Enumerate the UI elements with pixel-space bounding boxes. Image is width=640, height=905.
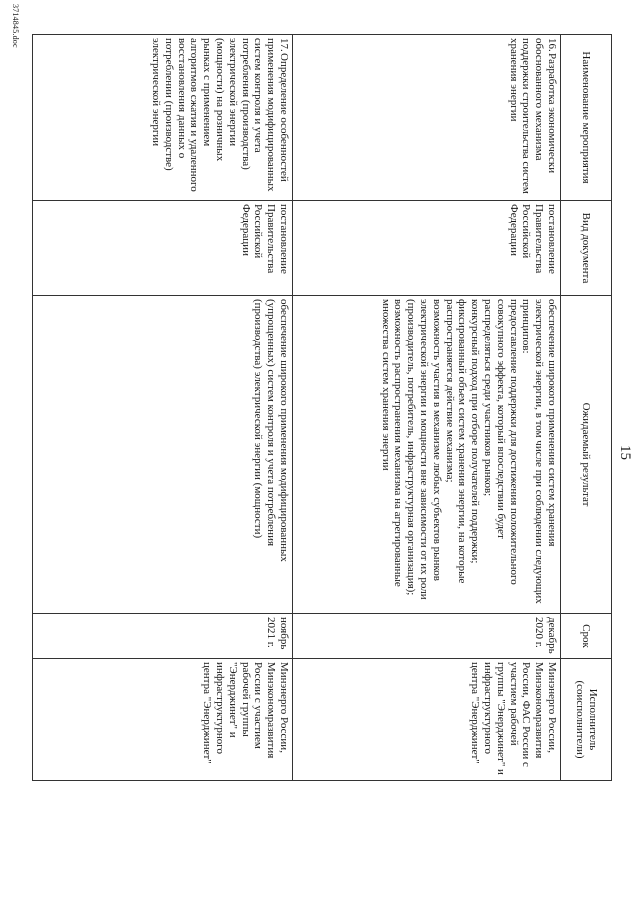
header-expected-result: Ожидаемый результат [561, 296, 612, 614]
measures-table [32, 34, 612, 781]
result-line: предоставление поддержки для достижения положительного совокупного эффекта, который впоследствии будет распределяться среди участников рынков; [482, 299, 520, 585]
row-term: декабрь 2020 г. [293, 614, 561, 659]
row-name: Определение особенностей применения модифицированных систем контроля и учета потребления (производства) электрической энергии (мощности) на розничных рынках с применением алгоритмов сжатия и удаленного восстановления данных о потреблении (производстве) электрической энергии [150, 38, 290, 192]
table-header-row [561, 35, 612, 781]
result-line: возможность участия в механизме любых субъектов рынков электрической энергии и мощности вне зависимости от их роли (производитель, потребитель, инфраструктурная организация); [405, 299, 443, 600]
row-doc-type: постановление Правительства Российской Федерации [33, 201, 293, 296]
row-expected-result [293, 296, 561, 614]
row-name-cell [293, 35, 561, 201]
row-name-cell [33, 35, 293, 201]
result-line: обеспечение широкого применения систем хранения электрической энергии, в том числе при соблюдении следующих принципов: [520, 299, 558, 604]
row-doc-type: постановление Правительства Российской Федерации [293, 201, 561, 296]
row-executor: Минэнерго России, Минэкономразвития России с участием рабочей группы "Энерджинет" и инфраструктурного центра "Энерджинет" [33, 659, 293, 781]
row-number: 17. [278, 38, 290, 52]
result-line: возможность распространения механизма на агрегированные множества систем хранения энергии [379, 299, 405, 587]
row-term: ноябрь 2021 г. [33, 614, 293, 659]
result-line: конкурсный подход при отборе получателей поддержки; [469, 299, 482, 564]
table-row [33, 35, 293, 781]
page-number: 15 [617, 445, 633, 460]
footer-doc-code: 3714845.doc [11, 4, 20, 48]
row-name: Разработка экономически обоснованного механизма поддержки строительства систем хранения энергии [507, 38, 558, 194]
result-line: обеспечение широкого применения модифицированных (упрощенных) систем контроля и учета потребления (производства) электрической энергии (мощности) [252, 299, 290, 562]
result-line: фиксированный объем систем хранения энергии, на которые распространяется действие механизма; [443, 299, 469, 584]
header-name: Наименование мероприятия [561, 35, 612, 201]
table-row [293, 35, 561, 781]
row-expected-result [33, 296, 293, 614]
row-executor: Минэнерго России, Минэкономразвития России, ФАС России с участием рабочей группы "Энерджинет" и инфраструктурного центра "Энерджинет" [293, 659, 561, 781]
header-executor: Исполнитель (соисполнители) [561, 659, 612, 781]
header-term: Срок [561, 614, 612, 659]
header-doc-type: Вид документа [561, 201, 612, 296]
row-number: 16. [546, 38, 558, 52]
